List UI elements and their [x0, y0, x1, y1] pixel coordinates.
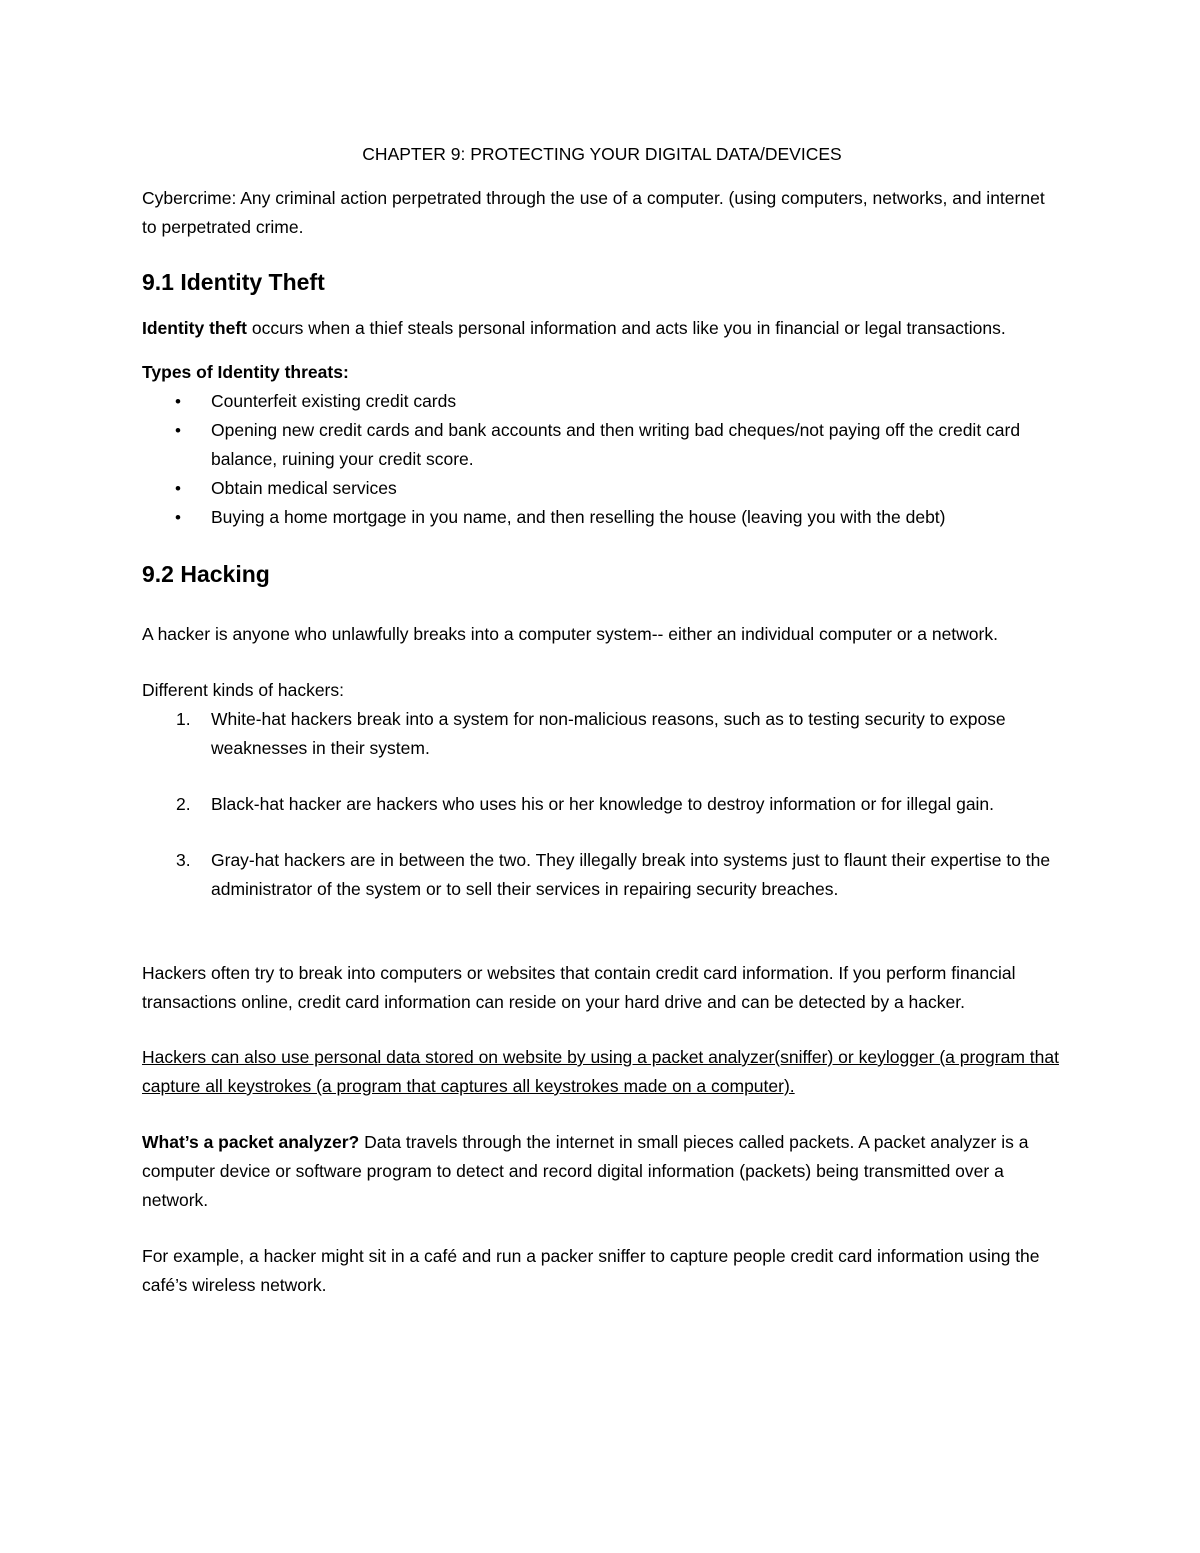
personal-data-paragraph: Hackers can also use personal data stored on website by using a packet analyzer(sniffer) or keylogger (a program that capture all keystrokes (a program that captures all keystrokes made on a computer).	[142, 1047, 1059, 1096]
list-item	[142, 474, 1062, 503]
packet-analyzer-description: Data travels through the internet in small pieces called packets. A packet analyzer is a computer device or software program to detect and record digital information (packets) being transmitted over a network.	[142, 1132, 1029, 1210]
list-item	[142, 416, 1062, 474]
section-heading-hacking: 9.2 Hacking	[142, 561, 270, 587]
bullet-icon: •	[175, 392, 181, 411]
identity-theft-description: occurs when a thief steals personal information and acts like you in financial or legal transactions.	[247, 318, 1006, 338]
list-number: 2.	[176, 794, 191, 814]
list-item-text: Black-hat hacker are hackers who uses his or her knowledge to destroy information or for illegal gain.	[211, 794, 995, 814]
list-item	[142, 503, 1062, 532]
chapter-title: CHAPTER 9: PROTECTING YOUR DIGITAL DATA/DEVICES	[362, 144, 842, 164]
hacker-definition: A hacker is anyone who unlawfully breaks into a computer system-- either an individual computer or a network.	[142, 624, 998, 644]
list-item-text: Obtain medical services	[211, 478, 397, 498]
hacker-kinds-list	[142, 705, 1062, 904]
bullet-icon: •	[175, 508, 181, 527]
bullet-icon: •	[175, 479, 181, 498]
list-item	[142, 846, 1062, 904]
identity-threats-heading: Types of Identity threats:	[142, 362, 349, 382]
hacker-kinds-heading: Different kinds of hackers:	[142, 680, 344, 700]
identity-theft-term: Identity theft	[142, 318, 247, 338]
credit-card-paragraph: Hackers often try to break into computers or websites that contain credit card information. If you perform financial transactions online, credit card information can reside on your hard drive and can be detected by a hacker.	[142, 963, 1016, 1012]
list-item	[142, 387, 1062, 416]
list-item-text: Opening new credit cards and bank accounts and then writing bad cheques/not paying off the credit card balance, ruining your credit score.	[211, 420, 1021, 469]
list-item-text: White-hat hackers break into a system for non-malicious reasons, such as to testing security to expose weaknesses in their system.	[211, 709, 1006, 758]
cafe-example-paragraph: For example, a hacker might sit in a café and run a packer sniffer to capture people credit card information using the café’s wireless network.	[142, 1246, 1040, 1295]
packet-analyzer-question: What’s a packet analyzer?	[142, 1132, 360, 1152]
list-number: 3.	[176, 850, 191, 870]
section-heading-identity-theft: 9.1 Identity Theft	[142, 269, 325, 295]
document-body	[142, 140, 1062, 1314]
identity-threats-list	[142, 387, 1062, 532]
list-item-text: Counterfeit existing credit cards	[211, 391, 457, 411]
list-number: 1.	[176, 709, 191, 729]
packet-analyzer-paragraph	[142, 1128, 1062, 1215]
list-item	[142, 790, 1062, 819]
bullet-icon: •	[175, 421, 181, 440]
list-item	[142, 705, 1062, 763]
identity-theft-definition	[142, 314, 1062, 343]
list-item-text: Buying a home mortgage in you name, and then reselling the house (leaving you with the debt)	[211, 507, 946, 527]
cybercrime-definition: Cybercrime: Any criminal action perpetrated through the use of a computer. (using computers, networks, and internet to perpetrated crime.	[142, 188, 1045, 237]
list-item-text: Gray-hat hackers are in between the two. They illegally break into systems just to flaunt their expertise to the administrator of the system or to sell their services in repairing security breaches.	[211, 850, 1051, 899]
